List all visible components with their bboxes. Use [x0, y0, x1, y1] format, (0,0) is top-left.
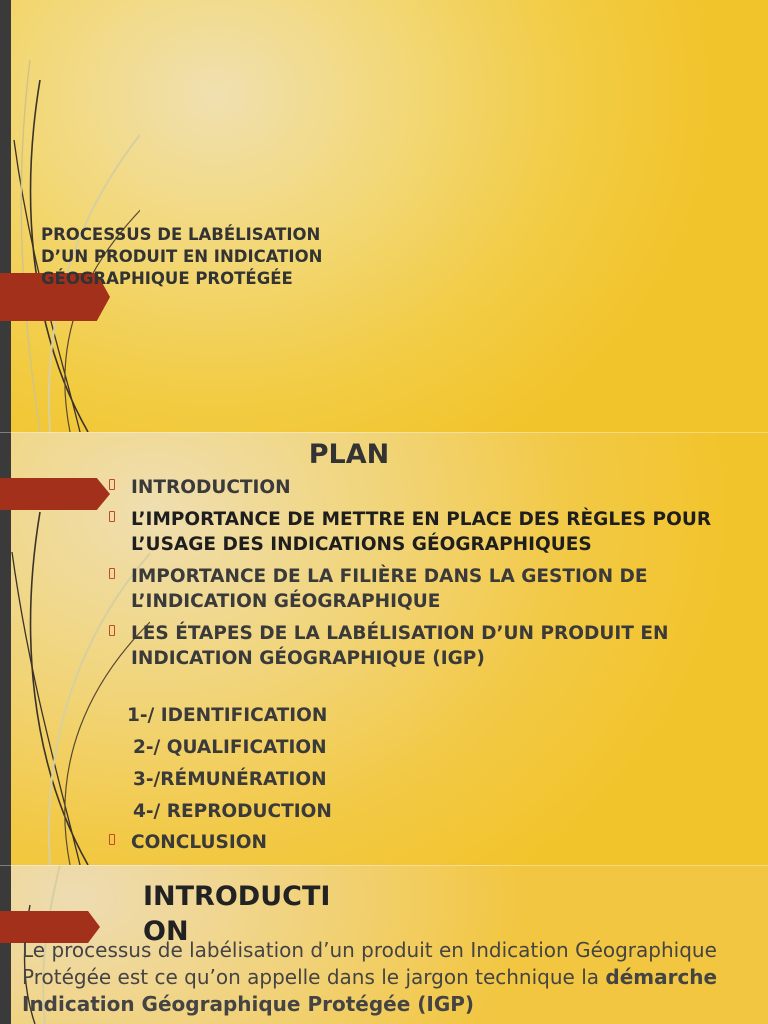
bullet-icon [109, 625, 115, 636]
slide-divider [0, 432, 768, 433]
slide-title [0, 0, 768, 432]
bullet-icon [109, 479, 115, 490]
left-bar [0, 865, 11, 1024]
list-item [109, 475, 749, 500]
slide-title-text [41, 224, 441, 290]
accent-tab [0, 478, 110, 510]
step-item: 1-/ IDENTIFICATION [127, 705, 328, 726]
slide-plan [0, 432, 768, 865]
bullet-icon [109, 511, 115, 522]
bullet-icon [109, 834, 115, 845]
steps-list [127, 700, 332, 828]
title-line: GÉOGRAPHIQUE PROTÉGÉE [41, 269, 293, 288]
title-line: PROCESSUS DE LABÉLISATION [41, 225, 321, 244]
decorative-swoosh-lines [0, 0, 140, 432]
introduction-title: INTRODUCTION [143, 881, 331, 947]
list-item [109, 830, 749, 855]
list-item [109, 507, 749, 557]
list-item-text: LES ÉTAPES DE LA LABÉLISATION D’UN PRODUIT EN INDICATION GÉOGRAPHIQUE (IGP) [131, 623, 669, 669]
conclusion-list [109, 830, 749, 862]
list-item-text: INTRODUCTION [131, 477, 291, 498]
paragraph-bold-text: démarche Indication Géographique Protégée (IGP) [22, 965, 718, 1016]
step-item: 2-/ QUALIFICATION [133, 737, 327, 758]
step-item: 3-/RÉMUNÉRATION [133, 769, 327, 790]
list-item-text: CONCLUSION [131, 832, 267, 853]
slide-introduction [0, 865, 768, 1024]
list-item-text: L’IMPORTANCE DE METTRE EN PLACE DES RÈGLES POUR L’USAGE DES INDICATIONS GÉOGRAPHIQUES [131, 509, 712, 555]
list-item [109, 564, 749, 614]
bullet-icon [109, 568, 115, 579]
slide-divider [0, 865, 768, 866]
plan-title: PLAN [308, 439, 390, 470]
list-item-text: IMPORTANCE DE LA FILIÈRE DANS LA GESTION DE L’INDICATION GÉOGRAPHIQUE [131, 566, 648, 612]
introduction-paragraph [22, 937, 752, 1018]
plan-bullet-list [109, 475, 749, 678]
left-bar [0, 0, 11, 432]
step-item: 4-/ REPRODUCTION [133, 801, 332, 822]
title-line: D’UN PRODUIT EN INDICATION [41, 247, 323, 266]
list-item [109, 621, 749, 671]
paragraph-text: Le processus de labélisation d’un produit en Indication Géographique Protégée est ce qu’on appelle dans le jargon technique la [22, 938, 717, 989]
